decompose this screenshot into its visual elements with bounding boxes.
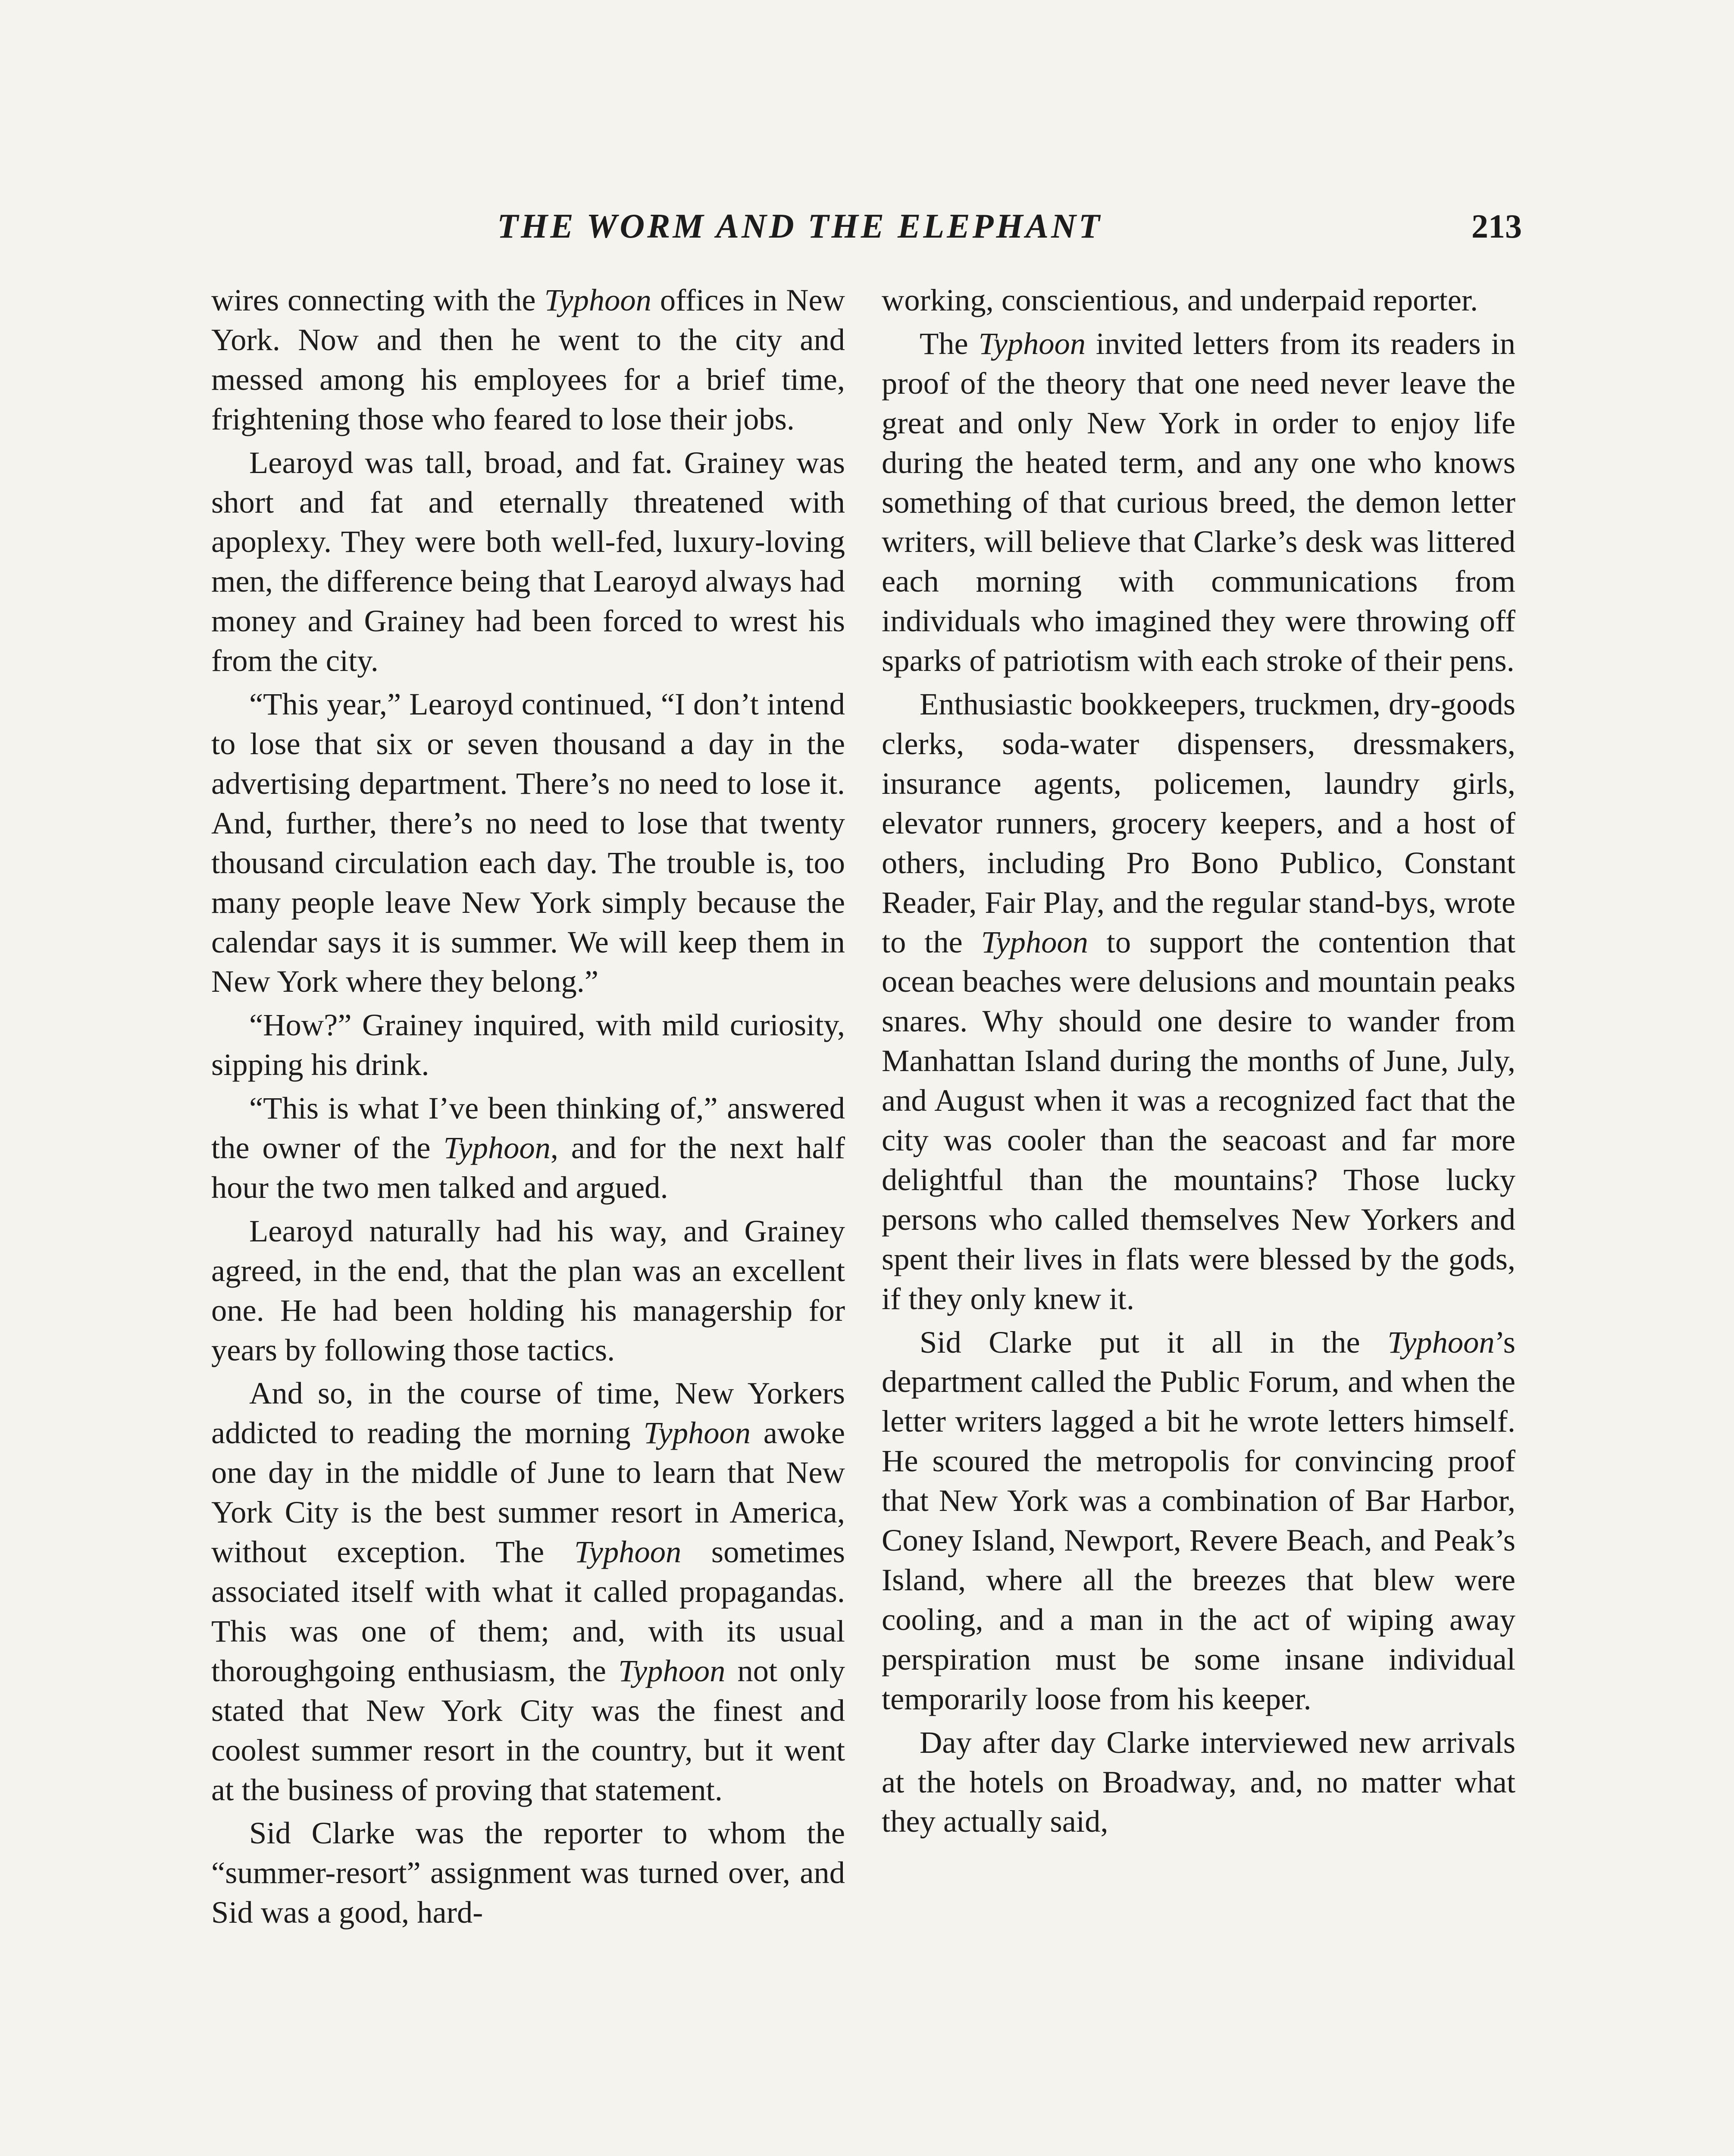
paragraph: “This year,” Learoyd continued, “I don’t intend to lose that six or seven thousand a day in the advertising department. There’s no need to lose it. And, further, there’s no need to lose that twenty thousand circulation each day. The trouble is, too many people leave New York simply because the calendar says it is summer. We will keep them in New York where they belong.” — [211, 686, 845, 999]
paragraph: “This is what I’ve been thinking of,” answered the owner of the Typhoon, and for the next half hour the two men talked and argued. — [211, 1091, 845, 1205]
paragraph: Sid Clarke was the reporter to whom the “summer-resort” assignment was turned over, and Sid was a good, hard- — [211, 1815, 845, 1930]
paragraph: working, conscientious, and underpaid reporter. — [882, 282, 1478, 317]
running-header — [207, 203, 1522, 250]
paragraph: And so, in the course of time, New Yorkers addicted to reading the morning Typhoon awoke one day in the middle of June to learn that New York City is the best summer resort in America, without exception. The Typhoon sometimes associated itself with what it called propagandas. This was one of them; and, with its usual thoroughgoing enthusiasm, the Typhoon not only stated that New York City was the finest and coolest summer resort in the country, but it went at the business of proving that statement. — [211, 1376, 845, 1807]
paragraph: Enthusiastic bookkeepers, truckmen, dry-goods clerks, soda-water dispensers, dressmakers, insurance agents, policemen, laundry girls, elevator runners, grocery keepers, and a host of others, including Pro Bono Publico, Constant Reader, Fair Play, and the regular stand-bys, wrote to the Typhoon to support the contention that ocean beaches were delusions and mountain peaks snares. Why should one desire to wander from Manhattan Island during the months of June, July, and August when it was a recognized fact that the city was cooler than the seacoast and far more delightful than the mountains? Those lucky persons who called themselves New Yorkers and spent their lives in flats were blessed by the gods, if they only knew it. — [882, 686, 1516, 1316]
paragraph: Learoyd naturally had his way, and Grainey agreed, in the end, that the plan was an excellent one. He had been holding his managership for years by following those tactics. — [211, 1213, 845, 1367]
running-head-title: THE WORM AND THE ELEPHANT — [497, 207, 1102, 245]
paragraph: Sid Clarke put it all in the Typhoon’s department called the Public Forum, and when the letter writers lagged a bit he wrote letters himself. He scoured the metropolis for convincing proof that New York was a combination of Bar Harbor, Coney Island, Newport, Revere Beach, and Peak’s Island, where all the breezes that blew were cooling, and a man in the act of wiping away perspiration must be some insane individual temporarily loose from his keeper. — [882, 1324, 1515, 1716]
paragraph: wires connecting with the Typhoon offices in New York. Now and then he went to the city and messed among his employees for a brief time, frightening those who feared to lose their jobs. — [211, 282, 845, 436]
paragraph: Learoyd was tall, broad, and fat. Grainey was short and fat and eternally threatened with apoplexy. They were both well-fed, luxury-loving men, the difference being that Learoyd always had money and Grainey had been forced to wrest his from the city. — [211, 445, 845, 678]
paragraph: Day after day Clarke interviewed new arrivals at the hotels on Broadway, and, no matter what they actually said, — [882, 1724, 1515, 1839]
left-column — [211, 280, 845, 1932]
page-number: 213 — [1471, 207, 1522, 245]
right-column — [882, 280, 1515, 1841]
paragraph: The Typhoon invited letters from its readers in proof of the theory that one need never leave the great and only New York in order to enjoy life during the heated term, and any one who knows something of that curious breed, the demon letter writers, will believe that Clarke’s desk was littered each morning with communications from individuals who imagined they were throwing off sparks of patriotism with each stroke of their pens. — [882, 326, 1515, 678]
paragraph: “How?” Grainey inquired, with mild curiosity, sipping his drink. — [211, 1007, 845, 1082]
